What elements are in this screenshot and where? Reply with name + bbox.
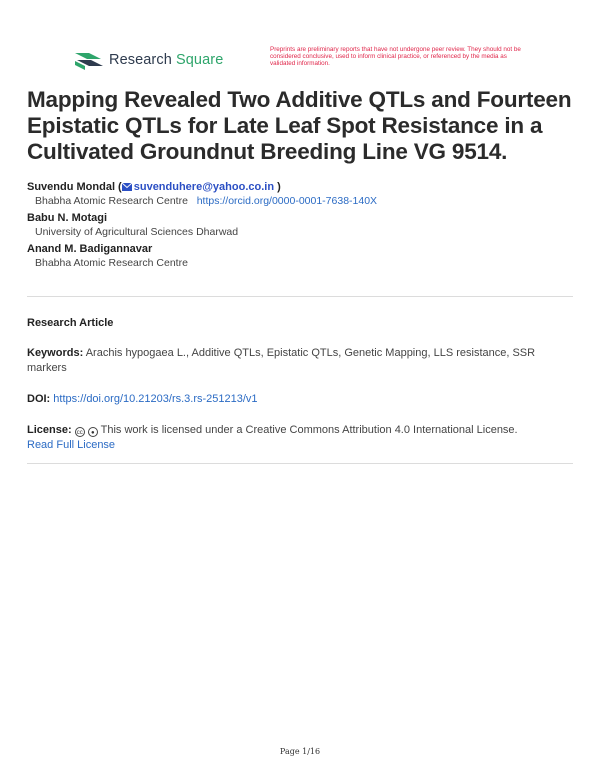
divider [27, 296, 573, 297]
cc-icon: cc [75, 427, 85, 437]
attribution-icon: ● [88, 427, 98, 437]
license-label: License: [27, 424, 72, 436]
keywords [27, 346, 573, 376]
doi-label: DOI: [27, 393, 51, 405]
author-affiliation: Bhabha Atomic Research Centre [35, 195, 188, 207]
license-text: This work is licensed under a Creative Commons Attribution 4.0 International License. [100, 424, 518, 436]
preprint-disclaimer: Preprints are preliminary reports that have not undergone peer review. They should not be considered conclusive, used to inform clinical practice, or referenced by the media as validated information. [270, 46, 521, 68]
author-name: Babu N. Motagi [27, 212, 108, 224]
read-full-license-link[interactable]: Read Full License [27, 439, 116, 451]
research-square-logo[interactable] [75, 48, 223, 72]
license [27, 423, 573, 453]
logo-text: Research Square [109, 52, 224, 68]
author-affiliation: Bhabha Atomic Research Centre [35, 257, 188, 269]
author-entry [27, 211, 577, 239]
divider [27, 463, 573, 464]
paren-open: ( [115, 181, 122, 193]
doi [27, 392, 573, 407]
author-name: Suvendu Mondal [27, 181, 115, 193]
orcid-link[interactable]: https://orcid.org/0000-0001-7638-140X [196, 195, 378, 207]
author-affiliation: University of Agricultural Sciences Dharwad [35, 226, 239, 238]
article-type: Research Article [27, 317, 114, 329]
page-number: Page 1/16 [279, 747, 321, 756]
keywords-value: Arachis hypogaea L., Additive QTLs, Epistatic QTLs, Genetic Mapping, LLS resistance, SSR markers [27, 347, 536, 374]
keywords-label: Keywords: [27, 347, 84, 359]
author-email-link[interactable]: suvenduhere@yahoo.co.in [122, 181, 274, 193]
doi-link[interactable]: https://doi.org/10.21203/rs.3.rs-251213/v1 [53, 393, 258, 405]
author-entry [27, 242, 577, 270]
author-list [27, 180, 577, 273]
author-entry [27, 180, 577, 208]
page-title: Mapping Revealed Two Additive QTLs and Fourteen Epistatic QTLs for Late Leaf Spot Resistance in a Cultivated Groundnut Breeding Line VG 9514. [27, 87, 572, 164]
paren-close: ) [274, 181, 281, 193]
mail-icon [122, 183, 132, 191]
author-name: Anand M. Badigannavar [27, 243, 153, 255]
research-square-logo-icon [75, 49, 103, 71]
